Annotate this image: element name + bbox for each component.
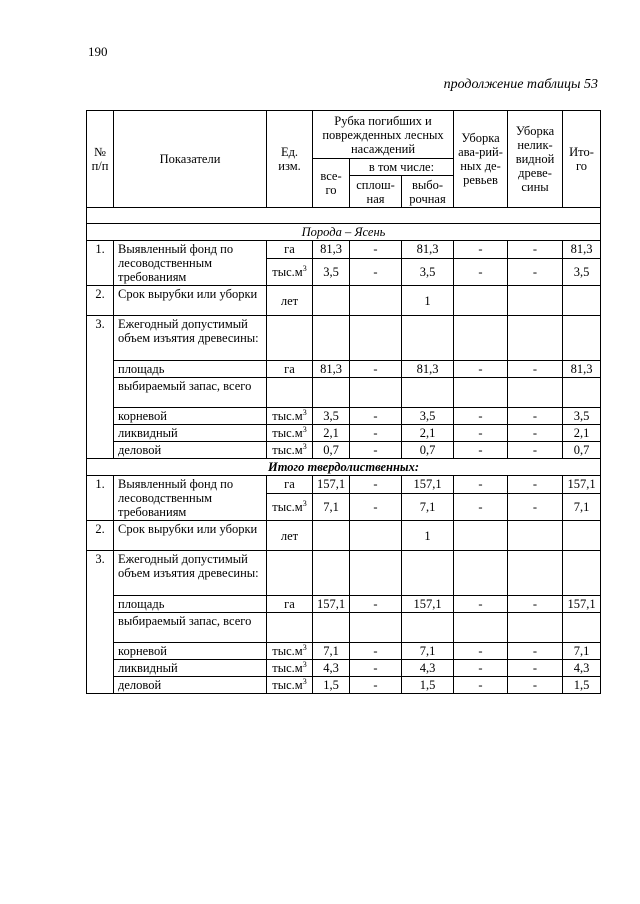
empty-cell — [313, 378, 350, 408]
indicator-label: Ежегодный допустимый объем изъятия древесины: — [114, 551, 267, 596]
empty-cell — [313, 316, 350, 361]
value-cell: 0,7 — [402, 442, 454, 459]
empty-cell — [454, 551, 508, 596]
row-number: 1. — [87, 476, 114, 521]
header-total: Ито-го — [563, 111, 601, 208]
indicator-label: Ежегодный допустимый объем изъятия древесины: — [114, 316, 267, 361]
value-cell: - — [350, 258, 402, 285]
empty-cell — [313, 551, 350, 596]
unit-superscript: 3 — [302, 424, 307, 434]
value-cell — [454, 521, 508, 551]
value-cell: 157,1 — [402, 596, 454, 613]
indicator-label: выбираемый запас, всего — [114, 378, 267, 408]
unit-cell — [267, 425, 313, 442]
value-cell: - — [508, 596, 563, 613]
value-cell: 7,1 — [563, 643, 601, 660]
value-cell: - — [350, 677, 402, 694]
empty-cell — [454, 378, 508, 408]
indicator-label: деловой — [114, 442, 267, 459]
empty-cell — [350, 316, 402, 361]
empty-cell — [563, 613, 601, 643]
value-cell — [350, 286, 402, 316]
unit-text: тыс.м — [272, 678, 303, 692]
empty-cell — [402, 378, 454, 408]
value-cell — [508, 286, 563, 316]
empty-cell — [508, 551, 563, 596]
unit-superscript: 3 — [302, 441, 307, 451]
table-row — [87, 241, 601, 259]
unit-cell — [267, 677, 313, 694]
empty-cell — [267, 378, 313, 408]
header-unit: Ед. изм. — [267, 111, 313, 208]
empty-cell — [508, 378, 563, 408]
value-cell: - — [508, 476, 563, 494]
empty-cell — [563, 316, 601, 361]
row-number: 1. — [87, 241, 114, 286]
value-cell: 7,1 — [313, 493, 350, 520]
indicator-label: ликвидный — [114, 660, 267, 677]
unit-cell — [267, 660, 313, 677]
value-cell: - — [350, 596, 402, 613]
section-title: Итого твердолиственных: — [87, 459, 601, 476]
unit-text: тыс.м — [272, 409, 303, 423]
value-cell: - — [454, 643, 508, 660]
value-cell: 81,3 — [313, 241, 350, 259]
table-row — [87, 476, 601, 494]
empty-cell — [402, 551, 454, 596]
value-cell: 157,1 — [402, 476, 454, 494]
value-cell — [313, 286, 350, 316]
value-cell: - — [454, 596, 508, 613]
unit-superscript: 3 — [302, 676, 307, 686]
value-cell: 7,1 — [313, 643, 350, 660]
value-cell: - — [508, 677, 563, 694]
value-cell: 4,3 — [402, 660, 454, 677]
section-title: Порода – Ясень — [87, 224, 601, 241]
header-illiquid: Уборка нелик-видной древе-сины — [508, 111, 563, 208]
empty-cell — [267, 316, 313, 361]
value-cell: - — [454, 660, 508, 677]
value-cell: 1,5 — [563, 677, 601, 694]
value-cell: - — [508, 241, 563, 259]
unit-cell — [267, 258, 313, 285]
table-row — [87, 643, 601, 660]
value-cell: - — [350, 476, 402, 494]
value-cell: 7,1 — [402, 643, 454, 660]
unit-superscript: 3 — [302, 263, 307, 273]
value-cell — [313, 521, 350, 551]
value-cell: 3,5 — [402, 408, 454, 425]
indicator-label: Срок вырубки или уборки — [114, 521, 267, 551]
row-number: 2. — [87, 521, 114, 551]
unit-text: тыс.м — [272, 499, 303, 514]
value-cell: - — [454, 476, 508, 494]
row-number: 3. — [87, 551, 114, 694]
page-number: 190 — [88, 44, 108, 59]
indicator-label: площадь — [114, 361, 267, 378]
empty-cell — [267, 613, 313, 643]
empty-cell — [402, 613, 454, 643]
value-cell: - — [508, 442, 563, 459]
indicator-label: площадь — [114, 596, 267, 613]
value-cell: - — [508, 643, 563, 660]
unit-text: тыс.м — [272, 264, 303, 279]
empty-cell — [350, 613, 402, 643]
value-cell: - — [454, 408, 508, 425]
value-cell: - — [508, 493, 563, 520]
value-cell: 1,5 — [313, 677, 350, 694]
table-row — [87, 521, 601, 551]
value-cell: 81,3 — [563, 361, 601, 378]
row-number: 3. — [87, 316, 114, 459]
unit-cell: га — [267, 241, 313, 259]
table-row — [87, 378, 601, 408]
unit-cell: лет — [267, 286, 313, 316]
value-cell: - — [454, 493, 508, 520]
value-cell — [350, 521, 402, 551]
empty-cell — [563, 378, 601, 408]
table-row — [87, 459, 601, 476]
indicator-label: корневой — [114, 408, 267, 425]
value-cell: - — [350, 493, 402, 520]
value-cell: 1 — [402, 521, 454, 551]
unit-cell: га — [267, 361, 313, 378]
value-cell: 4,3 — [563, 660, 601, 677]
value-cell: - — [454, 442, 508, 459]
header-total-sub: все-го — [313, 159, 350, 208]
empty-cell — [402, 316, 454, 361]
empty-cell — [350, 378, 402, 408]
unit-cell — [267, 643, 313, 660]
value-cell: 2,1 — [313, 425, 350, 442]
unit-cell: га — [267, 476, 313, 494]
value-cell: - — [350, 241, 402, 259]
unit-text: тыс.м — [272, 644, 303, 658]
empty-cell — [563, 551, 601, 596]
empty-cell — [313, 613, 350, 643]
indicator-label: Выявленный фонд по лесоводственным требованиям — [114, 241, 267, 286]
table-row — [87, 316, 601, 361]
empty-cell — [508, 316, 563, 361]
unit-text: тыс.м — [272, 443, 303, 457]
table-row — [87, 613, 601, 643]
value-cell: - — [454, 361, 508, 378]
unit-superscript: 3 — [302, 498, 307, 508]
value-cell: 7,1 — [563, 493, 601, 520]
unit-cell: лет — [267, 521, 313, 551]
header-indicator: Показатели — [114, 111, 267, 208]
value-cell: 81,3 — [313, 361, 350, 378]
indicator-label: ликвидный — [114, 425, 267, 442]
header-clear: сплош-ная — [350, 176, 402, 208]
value-cell: - — [454, 258, 508, 285]
value-cell: 2,1 — [563, 425, 601, 442]
value-cell: 3,5 — [563, 258, 601, 285]
indicator-label: выбираемый запас, всего — [114, 613, 267, 643]
value-cell: 1 — [402, 286, 454, 316]
value-cell: 0,7 — [563, 442, 601, 459]
empty-cell — [350, 551, 402, 596]
value-cell: 157,1 — [563, 476, 601, 494]
table-row — [87, 677, 601, 694]
unit-text: тыс.м — [272, 661, 303, 675]
value-cell: 3,5 — [313, 258, 350, 285]
header-num: № п/п — [87, 111, 114, 208]
value-cell: - — [508, 425, 563, 442]
empty-cell — [267, 551, 313, 596]
table-continuation-title: продолжение таблицы 53 — [443, 77, 598, 92]
value-cell: - — [454, 677, 508, 694]
table-row — [87, 442, 601, 459]
table-row — [87, 286, 601, 316]
indicator-label: Срок вырубки или уборки — [114, 286, 267, 316]
header-selective: выбо-рочная — [402, 176, 454, 208]
table-row — [87, 224, 601, 241]
value-cell — [508, 521, 563, 551]
table-row — [87, 408, 601, 425]
value-cell: 81,3 — [563, 241, 601, 259]
table-row — [87, 361, 601, 378]
unit-cell — [267, 493, 313, 520]
value-cell — [563, 521, 601, 551]
unit-cell — [267, 408, 313, 425]
value-cell: 81,3 — [402, 241, 454, 259]
value-cell: 157,1 — [313, 596, 350, 613]
empty-cell — [454, 316, 508, 361]
value-cell: 3,5 — [402, 258, 454, 285]
value-cell: - — [508, 408, 563, 425]
empty-cell — [508, 613, 563, 643]
header-felling-group: Рубка погибших и поврежденных лесных насаждений — [313, 111, 454, 159]
value-cell: 157,1 — [563, 596, 601, 613]
table-row — [87, 596, 601, 613]
unit-superscript: 3 — [302, 642, 307, 652]
empty-cell — [454, 613, 508, 643]
value-cell: 2,1 — [402, 425, 454, 442]
table-row — [87, 660, 601, 677]
value-cell: 3,5 — [563, 408, 601, 425]
value-cell: - — [454, 241, 508, 259]
unit-superscript: 3 — [302, 659, 307, 669]
unit-cell: га — [267, 596, 313, 613]
value-cell: - — [508, 361, 563, 378]
header-emergency: Уборка ава-рий-ных де-ревьев — [454, 111, 508, 208]
value-cell: - — [454, 425, 508, 442]
row-number: 2. — [87, 286, 114, 316]
value-cell: 1,5 — [402, 677, 454, 694]
value-cell: 157,1 — [313, 476, 350, 494]
value-cell: - — [350, 425, 402, 442]
value-cell — [563, 286, 601, 316]
value-cell: 0,7 — [313, 442, 350, 459]
value-cell: 7,1 — [402, 493, 454, 520]
header-including: в том числе: — [350, 159, 454, 176]
unit-text: тыс.м — [272, 426, 303, 440]
value-cell: - — [350, 643, 402, 660]
unit-superscript: 3 — [302, 407, 307, 417]
value-cell: - — [350, 361, 402, 378]
table-row — [87, 425, 601, 442]
table-row — [87, 551, 601, 596]
spacer-row — [87, 208, 601, 224]
value-cell: - — [350, 408, 402, 425]
felling-table — [86, 110, 601, 694]
value-cell: - — [508, 660, 563, 677]
indicator-label: деловой — [114, 677, 267, 694]
indicator-label: Выявленный фонд по лесоводственным требованиям — [114, 476, 267, 521]
indicator-label: корневой — [114, 643, 267, 660]
value-cell: - — [350, 660, 402, 677]
value-cell: - — [508, 258, 563, 285]
value-cell — [454, 286, 508, 316]
value-cell: - — [350, 442, 402, 459]
value-cell: 3,5 — [313, 408, 350, 425]
value-cell: 81,3 — [402, 361, 454, 378]
unit-cell — [267, 442, 313, 459]
value-cell: 4,3 — [313, 660, 350, 677]
